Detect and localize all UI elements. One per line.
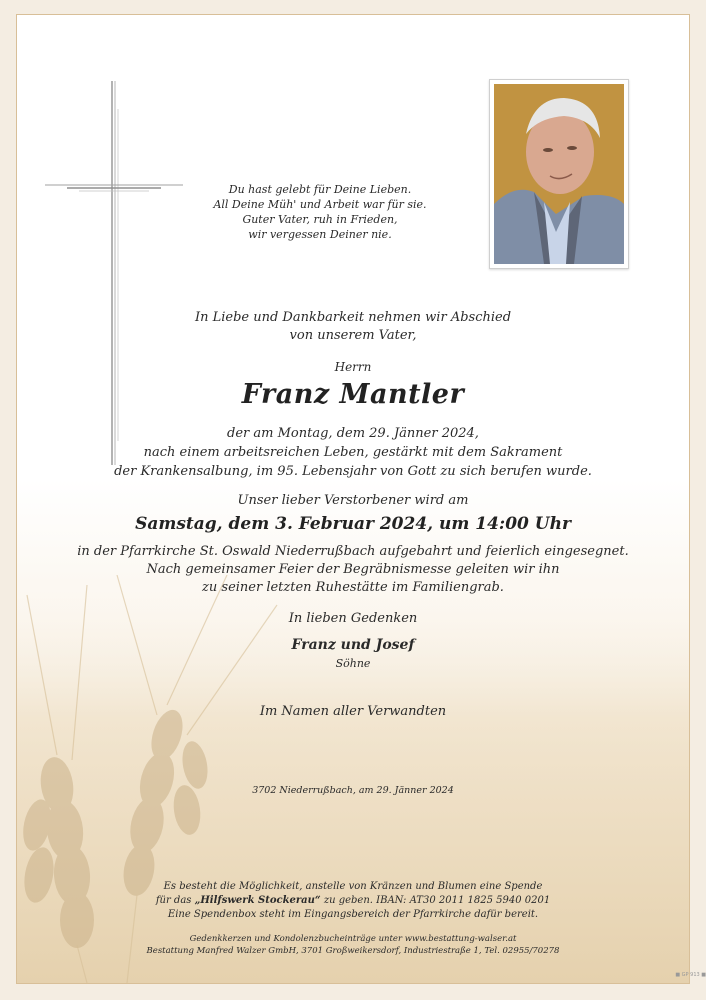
poem-line: wir vergessen Deiner nie. — [248, 228, 392, 241]
intro-line: In Liebe und Dankbarkeit nehmen wir Abschied — [194, 310, 512, 325]
salutation: Herrn — [334, 360, 372, 374]
donation-line: Eine Spendenbox steht im Eingangsbereich der Pfarrkirche dafür bereit. — [167, 909, 539, 920]
portrait-image — [494, 84, 624, 264]
death-line: nach einem arbeitsreichen Leben, gestärkt mit dem Sakrament — [143, 445, 563, 460]
relatives-line: Im Namen aller Verwandten — [259, 704, 447, 719]
death-line: der am Montag, dem 29. Jänner 2024, — [227, 426, 479, 441]
funeral-line: Nach gemeinsamer Feier der Begräbnismesse geleiten wir ihn — [146, 562, 560, 577]
mourner-relation: Söhne — [335, 657, 371, 670]
death-notice — [17, 424, 689, 481]
poem — [175, 182, 465, 242]
portrait-photo — [489, 79, 629, 269]
poem-line: Du hast gelebt für Deine Lieben. — [228, 183, 412, 196]
undertaker-footer — [17, 933, 689, 957]
funeral-datetime: Samstag, dem 3. Februar 2024, um 14:00 Uhr — [135, 514, 571, 534]
donation-note — [17, 880, 689, 922]
farewell-intro — [17, 309, 689, 345]
parte-sheet — [16, 14, 690, 984]
poem-line: All Deine Müh' und Arbeit war für sie. — [213, 198, 427, 211]
footer-line: Gedenkkerzen und Kondolenzbucheinträge unter www.bestattung-walser.at — [189, 934, 517, 944]
donation-iban: zu geben. IBAN: AT30 2011 1825 5940 0201 — [320, 895, 551, 906]
donation-line — [17, 894, 689, 908]
funeral-line: zu seiner letzten Ruhestätte im Familiengrab. — [202, 580, 504, 595]
deceased-name: Franz Mantler — [241, 379, 465, 410]
donation-line: Es besteht die Möglichkeit, anstelle von Kränzen und Blumen eine Spende — [163, 881, 543, 892]
footer-line: Bestattung Manfred Walzer GmbH, 3701 Großweikersdorf, Industriestraße 1, Tel. 02955/70278 — [146, 946, 560, 956]
place-date: 3702 Niederrußbach, am 29. Jänner 2024 — [252, 785, 454, 796]
mourner-names: Franz und Josef — [291, 637, 415, 653]
funeral-line: in der Pfarrkirche St. Oswald Niederrußbach aufgebahrt und feierlich eingesegnet. — [77, 544, 629, 559]
cross-icon — [45, 81, 185, 471]
poem-line: Guter Vater, ruh in Frieden, — [242, 213, 398, 226]
donation-text: für das — [155, 895, 195, 906]
remembrance: In lieben Gedenken — [288, 611, 418, 626]
intro-line: von unserem Vater, — [289, 328, 417, 343]
print-code: ■ GP 913 ■ — [675, 972, 706, 978]
funeral-place — [17, 543, 689, 597]
charity-name: „Hilfswerk Stockerau“ — [194, 895, 321, 906]
death-line: der Krankensalbung, im 95. Lebensjahr von Gott zu sich berufen wurde. — [114, 464, 592, 479]
funeral-intro: Unser lieber Verstorbener wird am — [237, 493, 469, 508]
